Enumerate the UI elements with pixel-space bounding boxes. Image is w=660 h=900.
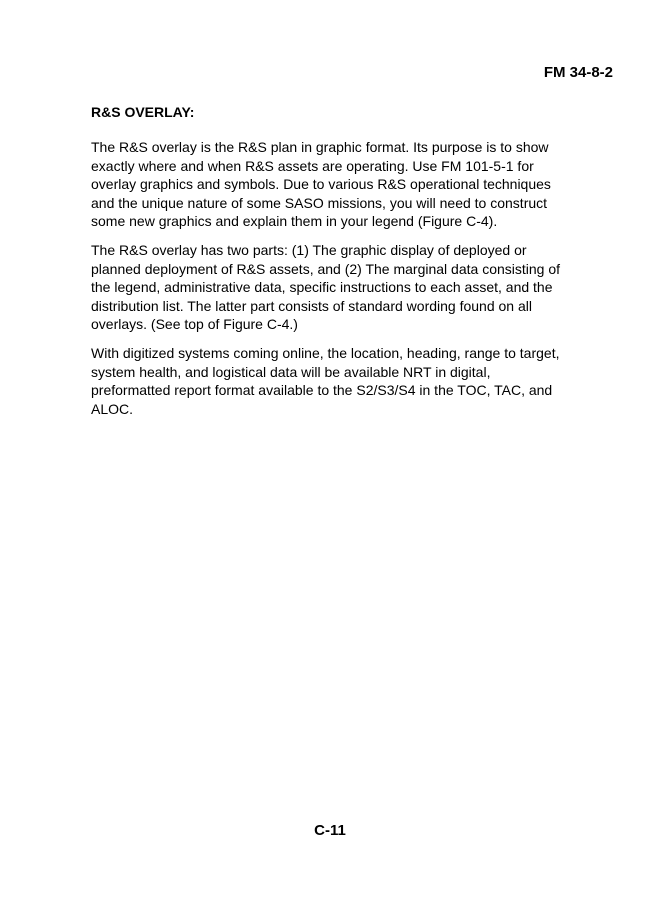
text-line: preformatted report format available to the S2/S3/S4 in the TOC, TAC, and <box>91 382 553 398</box>
text-line: and the unique nature of some SASO missions, you will need to construct <box>91 194 548 211</box>
paragraph-overlay-parts <box>91 241 611 334</box>
text-line: ALOC. <box>91 400 134 417</box>
page-header-document-id: FM 34-8-2 <box>543 64 613 81</box>
text-line: The R&S overlay is the R&S plan in graphic format. Its purpose is to show <box>91 139 549 155</box>
text-line: the legend, administrative data, specific instructions to each asset, and the <box>91 279 553 295</box>
text-line: With digitized systems coming online, the location, heading, range to target, <box>91 345 560 361</box>
text-line: system health, and logistical data will be available NRT in digital, <box>91 363 491 380</box>
text-line: The R&S overlay has two parts: (1) The graphic display of deployed or <box>91 242 527 258</box>
paragraph-overlay-purpose <box>91 138 611 231</box>
paragraph-digitized-systems <box>91 344 611 418</box>
text-line: some new graphics and explain them in your legend (Figure C-4). <box>91 213 498 229</box>
text-line: overlays. (See top of Figure C-4.) <box>91 316 298 332</box>
text-line: planned deployment of R&S assets, and (2) The marginal data consisting of <box>91 260 561 277</box>
text-line: distribution list. The latter part consists of standard wording found on all <box>91 297 532 314</box>
text-line: exactly where and when R&S assets are operating. Use FM 101-5-1 for <box>91 157 534 174</box>
section-title: R&S OVERLAY: <box>91 104 195 120</box>
page-number: C-11 <box>314 822 346 839</box>
text-line: overlay graphics and symbols. Due to various R&S operational techniques <box>91 176 551 192</box>
